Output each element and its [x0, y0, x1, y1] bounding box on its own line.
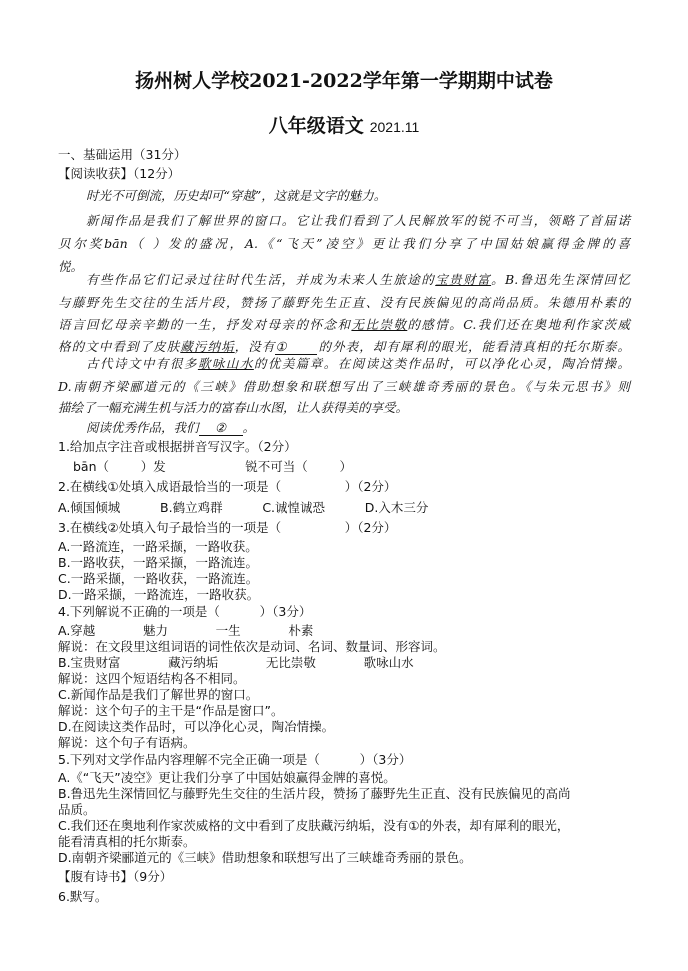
underlined-phrase: 宝贵财富 [435, 272, 492, 287]
passage-p4-line1: 古代诗文中有很多歌咏山水的优美篇章。在阅读这类作品时，可以净化心灵，陶冶情操。 [86, 356, 630, 371]
question-3-option-d: D.一路采撷，一路流连，一路收获。 [58, 587, 260, 602]
passage-p4-line3: 描绘了一幅充满生机与活力的富春山水图，让人获得美的享受。 [58, 400, 409, 415]
question-5-line: B.鲁迅先生深情回忆与藤野先生交往的生活片段，赞扬了藤野先生正直、没有民族偏见的高尚 [58, 786, 571, 801]
question-3-option-a: A.一路流连，一路采撷，一路收获。 [58, 539, 258, 554]
question-4-line: 解说：这个句子有语病。 [58, 735, 196, 750]
passage-p3-line1: 有些作品它们记录过往时代生活，并成为未来人生旅途的宝贵财富。B.鲁迅先生深情回忆 [86, 272, 630, 287]
passage-p3-line2: 与藤野先生交往的生活片段，赞扬了藤野先生正直、没有民族偏见的高尚品质。朱德用朴素的 [58, 295, 630, 310]
question-5-line: 品质。 [58, 802, 96, 817]
question-1-line: bān（ ）发 锐不可当（ ） [73, 459, 353, 474]
reading-heading: 【阅读收获】（12分） [58, 166, 181, 181]
exam-subtitle [0, 111, 688, 138]
passage-p3-line3: 语言回忆母亲辛勤的一生，抒发对母亲的怀念和无比崇敬的感情。C.我们还在奥地利作家茨威 [58, 317, 630, 332]
question-4-line: 解说：这个句子的主干是“作品是窗口”。 [58, 703, 284, 718]
question-5-line: 能看清真相的托尔斯泰。 [58, 834, 196, 849]
blank-2: ② [199, 420, 243, 436]
exam-title: 扬州树人学校2021-2022学年第一学期期中试卷 [135, 70, 553, 92]
question-4-line: A.穿越 魅力 一生 朴素 [58, 623, 314, 638]
passage-p2-line3: 悦。 [58, 259, 84, 274]
passage-p1: 时光不可倒流，历史却可“穿越”，这就是文字的魅力。 [86, 188, 387, 203]
exam-date: 2021.11 [369, 119, 420, 135]
question-5-line: D.南朝齐梁郦道元的《三峡》借助想象和联想写出了三峡雄奇秀丽的景色。 [58, 850, 472, 865]
section-heading: 一、基础运用（31分） [58, 147, 187, 162]
underlined-phrase: 藏污纳垢 [180, 339, 235, 354]
passage-p5: 阅读优秀作品，我们 ② 。 [86, 420, 256, 435]
passage-p2-line2: 贝尔奖bān（ ）发的盛况，A.《“飞天”凌空》更让我们分享了中国姑娘赢得金牌的喜 [58, 236, 630, 251]
question-6-stem: 6.默写。 [58, 889, 108, 904]
question-4-line: D.在阅读这类作品时，可以净化心灵，陶冶情操。 [58, 719, 335, 734]
question-5-stem: 5.下列对文学作品内容理解不完全正确一项是（ ）（3分） [58, 752, 412, 767]
question-4-line: C.新闻作品是我们了解世界的窗口。 [58, 687, 259, 702]
question-4-line: B.宝贵财富 藏污纳垢 无比崇敬 歌咏山水 [58, 655, 414, 670]
question-5-line: C.我们还在奥地利作家茨威格的文中看到了皮肤藏污纳垢，没有①的外表，却有犀利的眼光， [58, 818, 570, 833]
question-3-stem: 3.在横线②处填入句子最恰当的一项是（ ）（2分） [58, 520, 397, 535]
question-4-stem: 4.下列解说不正确的一项是（ ）（3分） [58, 604, 312, 619]
question-3-option-b: B.一路收获，一路采撷，一路流连。 [58, 555, 259, 570]
question-3-option-c: C.一路采撷，一路收获，一路流连。 [58, 571, 259, 586]
underlined-phrase: 歌咏山水 [197, 356, 254, 371]
underlined-phrase: 无比崇敬 [351, 317, 408, 332]
question-2-stem: 2.在横线①处填入成语最恰当的一项是（ ）（2分） [58, 479, 397, 494]
question-4-line: 解说：在文段里这组词语的词性依次是动词、名词、数量词、形容词。 [58, 639, 446, 654]
passage-p2-line1: 新闻作品是我们了解世界的窗口。它让我们看到了人民解放军的锐不可当，领略了首届诺 [86, 213, 630, 228]
passage-p4-line2: D.南朝齐梁郦道元的《三峡》借助想象和联想写出了三峡雄奇秀丽的景色。《与朱元思书》则 [58, 379, 630, 394]
question-2-options: A.倾国倾城 B.鹤立鸡群 C.诚惶诚恐 D.入木三分 [58, 500, 429, 515]
question-5-line: A.《“飞天”凌空》更让我们分享了中国姑娘赢得金牌的喜悦。 [58, 770, 396, 785]
poetry-heading: 【腹有诗书】（9分） [58, 869, 173, 884]
blank-1: ① [275, 339, 317, 355]
question-1-stem: 1.给加点字注音或根据拼音写汉字。（2分） [58, 439, 297, 454]
passage-p3-line4: 格的文中看到了皮肤藏污纳垢，没有① 的外表，却有犀利的眼光，能看清真相的托尔斯泰。 [58, 339, 630, 354]
subject-grade: 八年级语文 [268, 115, 364, 137]
question-4-line: 解说：这四个短语结构各不相同。 [58, 671, 246, 686]
